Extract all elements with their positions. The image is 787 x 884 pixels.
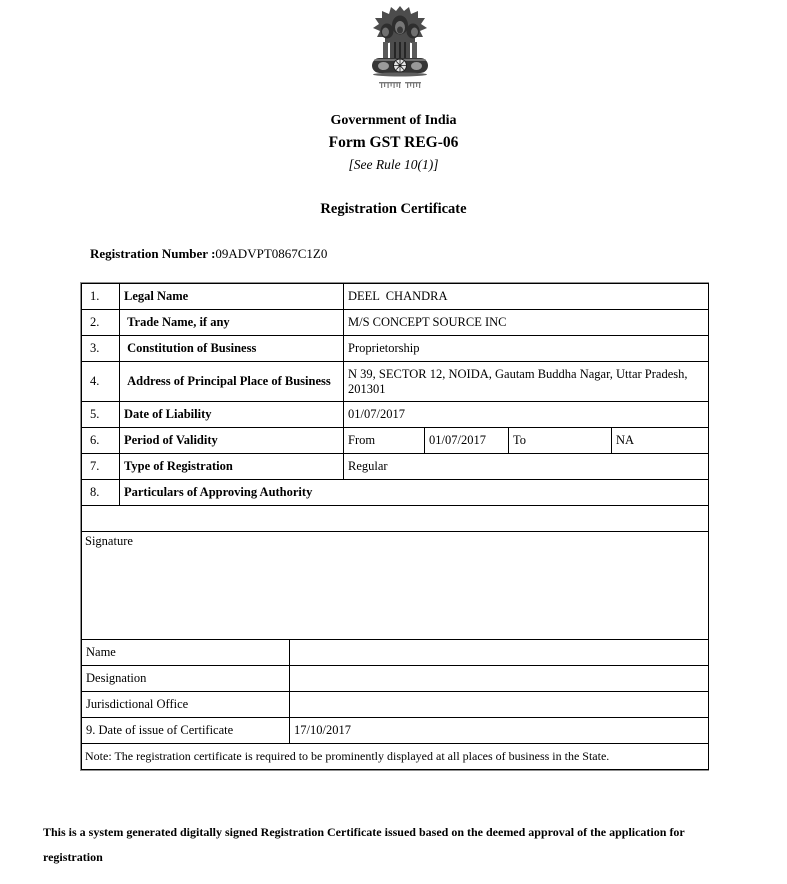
jurisdictional-office-value xyxy=(290,692,709,718)
table-row xyxy=(82,454,709,480)
government-of-india-heading: Government of India xyxy=(330,113,457,128)
type-of-registration-value: Regular xyxy=(344,454,709,480)
validity-to-value: NA xyxy=(612,428,709,454)
india-national-emblem-icon xyxy=(368,6,432,92)
row-number: 1. xyxy=(82,284,120,310)
certificate-title: Registration Certificate xyxy=(320,201,467,217)
row-label: Period of Validity xyxy=(120,428,344,454)
row-number: 7. xyxy=(82,454,120,480)
designation-label: Designation xyxy=(82,666,290,692)
registration-number-line xyxy=(90,246,327,262)
designation-value xyxy=(290,666,709,692)
table-row xyxy=(82,402,709,428)
signature-row xyxy=(82,532,709,640)
name-value xyxy=(290,640,709,666)
table-row xyxy=(82,692,709,718)
table-row xyxy=(82,666,709,692)
satyameva-jayate-motto xyxy=(379,82,421,88)
row-number: 4. xyxy=(82,362,120,402)
registration-number-value: 09ADVPT0867C1Z0 xyxy=(215,246,328,261)
row-label: Address of Principal Place of Business xyxy=(120,362,344,402)
table-row xyxy=(82,480,709,506)
empty-row xyxy=(82,506,709,532)
registration-number-label: Registration Number : xyxy=(90,246,216,261)
row-label: Constitution of Business xyxy=(120,336,344,362)
validity-to-label: To xyxy=(509,428,612,454)
row-label: Trade Name, if any xyxy=(120,310,344,336)
note-row xyxy=(82,744,709,770)
table-row xyxy=(82,640,709,666)
date-of-liability-value: 01/07/2017 xyxy=(344,402,709,428)
row-number: 5. xyxy=(82,402,120,428)
date-of-issue-value: 17/10/2017 xyxy=(290,718,709,744)
validity-from-value: 01/07/2017 xyxy=(425,428,509,454)
trade-name-value: M/S CONCEPT SOURCE INC xyxy=(344,310,709,336)
row-number: 3. xyxy=(82,336,120,362)
empty-cell xyxy=(82,506,709,532)
table-row xyxy=(82,310,709,336)
validity-from-label: From xyxy=(344,428,425,454)
name-label: Name xyxy=(82,640,290,666)
row-label: Date of Liability xyxy=(120,402,344,428)
note-text: Note: The registration certificate is required to be prominently displayed at all places of business in the State. xyxy=(82,744,709,770)
row-label: Legal Name xyxy=(120,284,344,310)
approving-authority-label: Particulars of Approving Authority xyxy=(120,480,709,506)
table-row xyxy=(82,336,709,362)
rule-reference: [See Rule 10(1)] xyxy=(348,157,439,172)
jurisdictional-office-label: Jurisdictional Office xyxy=(82,692,290,718)
row-number: 6. xyxy=(82,428,120,454)
table-row xyxy=(82,284,709,310)
row-number: 8. xyxy=(82,480,120,506)
table-row xyxy=(82,428,709,454)
lion-capital-graphic xyxy=(368,6,432,92)
table-row xyxy=(82,718,709,744)
row-label: Type of Registration xyxy=(120,454,344,480)
signature-cell: Signature xyxy=(82,532,709,640)
legal-name-value: DEEL CHANDRA xyxy=(344,284,709,310)
date-of-issue-label: 9. Date of issue of Certificate xyxy=(82,718,290,744)
certificate-table xyxy=(80,282,709,771)
table-row xyxy=(82,362,709,402)
officer-table xyxy=(81,639,709,770)
address-value: N 39, SECTOR 12, NOIDA, Gautam Buddha Nagar, Uttar Pradesh, 201301 xyxy=(344,362,709,402)
details-table xyxy=(81,283,709,640)
constitution-value: Proprietorship xyxy=(344,336,709,362)
row-number: 2. xyxy=(82,310,120,336)
system-generated-footer: This is a system generated digitally signed Registration Certificate issued based on the deemed approval of the application for registration xyxy=(43,825,685,864)
form-title: Form GST REG-06 xyxy=(328,134,459,151)
